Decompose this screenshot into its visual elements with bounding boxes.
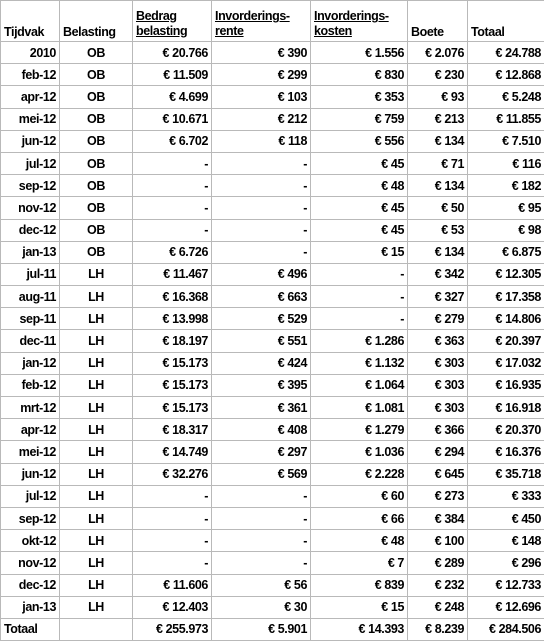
cell-boete: € 100 [408, 530, 468, 552]
cell-tijdvak: jul-12 [1, 485, 60, 507]
cell-kosten: € 759 [311, 108, 408, 130]
cell-boete: € 363 [408, 330, 468, 352]
cell-totaal: € 296 [468, 552, 544, 574]
cell-bedrag: - [133, 152, 212, 174]
table-row [1, 64, 544, 86]
cell-kosten: - [311, 308, 408, 330]
cell-rente: € 56 [212, 574, 311, 596]
cell-tijdvak: aug-11 [1, 286, 60, 308]
totals-row [1, 618, 544, 640]
header-totaal: Totaal [468, 1, 544, 42]
cell-boete: € 303 [408, 397, 468, 419]
cell-tijdvak: dec-12 [1, 219, 60, 241]
cell-rente: - [212, 507, 311, 529]
cell-kosten: € 66 [311, 507, 408, 529]
header-bedrag-line2: belasting [136, 24, 208, 39]
header-belasting: Belasting [60, 1, 133, 42]
cell-totaal: € 20.397 [468, 330, 544, 352]
cell-boete: € 134 [408, 241, 468, 263]
cell-rente: € 103 [212, 86, 311, 108]
cell-boete: € 93 [408, 86, 468, 108]
cell-belasting: LH [60, 463, 133, 485]
cell-rente: - [212, 485, 311, 507]
cell-kosten: € 2.228 [311, 463, 408, 485]
cell-rente: € 212 [212, 108, 311, 130]
cell-boete: € 366 [408, 419, 468, 441]
cell-tijdvak: 2010 [1, 42, 60, 64]
header-rente-line2: rente [215, 24, 307, 39]
cell-totaal: € 20.370 [468, 419, 544, 441]
cell-bedrag: - [133, 485, 212, 507]
cell-totaal: € 98 [468, 219, 544, 241]
cell-rente: € 361 [212, 397, 311, 419]
cell-tijdvak: jul-11 [1, 263, 60, 285]
cell-tijdvak: apr-12 [1, 419, 60, 441]
cell-belasting: OB [60, 241, 133, 263]
table-row [1, 152, 544, 174]
cell-kosten: € 1.132 [311, 352, 408, 374]
cell-tijdvak: jan-13 [1, 596, 60, 618]
totals-bedrag: € 255.973 [133, 618, 212, 640]
header-row [1, 1, 544, 42]
cell-boete: € 50 [408, 197, 468, 219]
cell-bedrag: € 15.173 [133, 352, 212, 374]
cell-belasting: LH [60, 485, 133, 507]
cell-belasting: LH [60, 352, 133, 374]
header-boete: Boete [408, 1, 468, 42]
cell-totaal: € 12.868 [468, 64, 544, 86]
cell-kosten: € 1.036 [311, 441, 408, 463]
cell-kosten: € 1.081 [311, 397, 408, 419]
cell-tijdvak: feb-12 [1, 64, 60, 86]
cell-tijdvak: sep-11 [1, 308, 60, 330]
cell-rente: € 663 [212, 286, 311, 308]
cell-tijdvak: nov-12 [1, 197, 60, 219]
cell-tijdvak: jul-12 [1, 152, 60, 174]
cell-boete: € 273 [408, 485, 468, 507]
cell-bedrag: € 6.726 [133, 241, 212, 263]
cell-tijdvak: mei-12 [1, 108, 60, 130]
table-row [1, 263, 544, 285]
totals-belasting-cell [60, 618, 133, 640]
cell-tijdvak: okt-12 [1, 530, 60, 552]
table-row [1, 308, 544, 330]
table-row [1, 463, 544, 485]
table-row [1, 352, 544, 374]
cell-rente: € 390 [212, 42, 311, 64]
table-row [1, 197, 544, 219]
cell-bedrag: € 15.173 [133, 397, 212, 419]
cell-tijdvak: sep-12 [1, 507, 60, 529]
cell-bedrag: € 11.467 [133, 263, 212, 285]
cell-kosten: € 1.286 [311, 330, 408, 352]
cell-bedrag: - [133, 197, 212, 219]
cell-rente: € 299 [212, 64, 311, 86]
cell-bedrag: - [133, 219, 212, 241]
cell-totaal: € 17.358 [468, 286, 544, 308]
cell-tijdvak: sep-12 [1, 175, 60, 197]
cell-rente: - [212, 152, 311, 174]
cell-rente: - [212, 530, 311, 552]
header-bedrag-belasting [133, 1, 212, 42]
cell-rente: - [212, 197, 311, 219]
cell-totaal: € 12.696 [468, 596, 544, 618]
header-rente-line1: Invorderings- [215, 9, 307, 24]
cell-boete: € 303 [408, 374, 468, 396]
header-tijdvak: Tijdvak [1, 1, 60, 42]
totals-label: Totaal [1, 618, 60, 640]
cell-tijdvak: jan-13 [1, 241, 60, 263]
cell-rente: € 297 [212, 441, 311, 463]
table-body [1, 42, 544, 619]
cell-boete: € 289 [408, 552, 468, 574]
cell-bedrag: € 13.998 [133, 308, 212, 330]
table-row [1, 419, 544, 441]
cell-bedrag: € 32.276 [133, 463, 212, 485]
cell-totaal: € 5.248 [468, 86, 544, 108]
cell-boete: € 279 [408, 308, 468, 330]
cell-bedrag: € 10.671 [133, 108, 212, 130]
cell-tijdvak: mei-12 [1, 441, 60, 463]
cell-boete: € 294 [408, 441, 468, 463]
cell-bedrag: € 18.317 [133, 419, 212, 441]
cell-rente: € 424 [212, 352, 311, 374]
cell-tijdvak: dec-12 [1, 574, 60, 596]
cell-bedrag: € 6.702 [133, 130, 212, 152]
cell-totaal: € 333 [468, 485, 544, 507]
cell-belasting: LH [60, 596, 133, 618]
header-kosten-line1: Invorderings- [314, 9, 404, 24]
cell-boete: € 213 [408, 108, 468, 130]
cell-belasting: LH [60, 374, 133, 396]
cell-belasting: LH [60, 507, 133, 529]
cell-totaal: € 450 [468, 507, 544, 529]
cell-kosten: € 556 [311, 130, 408, 152]
cell-bedrag: - [133, 552, 212, 574]
cell-totaal: € 6.875 [468, 241, 544, 263]
cell-bedrag: € 15.173 [133, 374, 212, 396]
cell-tijdvak: feb-12 [1, 374, 60, 396]
cell-rente: € 30 [212, 596, 311, 618]
totals-kosten: € 14.393 [311, 618, 408, 640]
cell-bedrag: € 12.403 [133, 596, 212, 618]
cell-kosten: € 48 [311, 175, 408, 197]
cell-rente: € 496 [212, 263, 311, 285]
cell-boete: € 71 [408, 152, 468, 174]
cell-belasting: OB [60, 130, 133, 152]
cell-kosten: € 1.556 [311, 42, 408, 64]
cell-belasting: LH [60, 308, 133, 330]
cell-totaal: € 24.788 [468, 42, 544, 64]
cell-boete: € 2.076 [408, 42, 468, 64]
cell-totaal: € 16.918 [468, 397, 544, 419]
cell-bedrag: € 11.509 [133, 64, 212, 86]
cell-bedrag: - [133, 507, 212, 529]
table-row [1, 86, 544, 108]
cell-rente: € 551 [212, 330, 311, 352]
cell-bedrag: - [133, 175, 212, 197]
cell-totaal: € 116 [468, 152, 544, 174]
cell-rente: - [212, 175, 311, 197]
header-invorderingskosten [311, 1, 408, 42]
cell-boete: € 384 [408, 507, 468, 529]
cell-tijdvak: jun-12 [1, 130, 60, 152]
cell-rente: € 529 [212, 308, 311, 330]
cell-kosten: € 45 [311, 219, 408, 241]
cell-kosten: - [311, 263, 408, 285]
cell-tijdvak: dec-11 [1, 330, 60, 352]
cell-kosten: € 7 [311, 552, 408, 574]
table-row [1, 374, 544, 396]
totals-rente: € 5.901 [212, 618, 311, 640]
cell-bedrag: € 4.699 [133, 86, 212, 108]
cell-totaal: € 11.855 [468, 108, 544, 130]
cell-kosten: € 15 [311, 241, 408, 263]
cell-boete: € 134 [408, 130, 468, 152]
cell-tijdvak: nov-12 [1, 552, 60, 574]
cell-totaal: € 95 [468, 197, 544, 219]
cell-tijdvak: jun-12 [1, 463, 60, 485]
cell-belasting: LH [60, 397, 133, 419]
cell-belasting: LH [60, 419, 133, 441]
table-row [1, 219, 544, 241]
table-row [1, 441, 544, 463]
cell-tijdvak: apr-12 [1, 86, 60, 108]
cell-rente: - [212, 552, 311, 574]
cell-belasting: LH [60, 574, 133, 596]
cell-belasting: LH [60, 263, 133, 285]
table-row [1, 397, 544, 419]
cell-totaal: € 35.718 [468, 463, 544, 485]
cell-bedrag: € 20.766 [133, 42, 212, 64]
cell-belasting: OB [60, 108, 133, 130]
cell-boete: € 232 [408, 574, 468, 596]
cell-totaal: € 14.806 [468, 308, 544, 330]
cell-rente: € 395 [212, 374, 311, 396]
table-row [1, 286, 544, 308]
cell-kosten: € 45 [311, 152, 408, 174]
table-row [1, 485, 544, 507]
cell-bedrag: € 16.368 [133, 286, 212, 308]
cell-kosten: € 830 [311, 64, 408, 86]
cell-belasting: LH [60, 441, 133, 463]
cell-boete: € 645 [408, 463, 468, 485]
cell-belasting: OB [60, 42, 133, 64]
table-row [1, 530, 544, 552]
cell-totaal: € 182 [468, 175, 544, 197]
table-row [1, 130, 544, 152]
cell-belasting: LH [60, 330, 133, 352]
cell-rente: € 569 [212, 463, 311, 485]
cell-kosten: € 45 [311, 197, 408, 219]
table-row [1, 330, 544, 352]
table-row [1, 241, 544, 263]
cell-totaal: € 16.376 [468, 441, 544, 463]
cell-belasting: LH [60, 286, 133, 308]
totals-totaal: € 284.506 [468, 618, 544, 640]
cell-totaal: € 12.305 [468, 263, 544, 285]
cell-belasting: OB [60, 197, 133, 219]
cell-rente: - [212, 219, 311, 241]
cell-kosten: € 60 [311, 485, 408, 507]
totals-boete: € 8.239 [408, 618, 468, 640]
header-invorderingsrente [212, 1, 311, 42]
cell-belasting: OB [60, 86, 133, 108]
cell-boete: € 53 [408, 219, 468, 241]
cell-kosten: € 15 [311, 596, 408, 618]
cell-bedrag: € 11.606 [133, 574, 212, 596]
table-row [1, 552, 544, 574]
table-row [1, 507, 544, 529]
cell-belasting: OB [60, 64, 133, 86]
cell-kosten: € 353 [311, 86, 408, 108]
cell-boete: € 230 [408, 64, 468, 86]
cell-kosten: € 48 [311, 530, 408, 552]
cell-kosten: - [311, 286, 408, 308]
cell-boete: € 342 [408, 263, 468, 285]
cell-totaal: € 17.032 [468, 352, 544, 374]
cell-kosten: € 1.279 [311, 419, 408, 441]
table-row [1, 108, 544, 130]
cell-rente: € 408 [212, 419, 311, 441]
cell-bedrag: € 18.197 [133, 330, 212, 352]
cell-bedrag: - [133, 530, 212, 552]
cell-belasting: LH [60, 552, 133, 574]
cell-kosten: € 839 [311, 574, 408, 596]
cell-belasting: OB [60, 175, 133, 197]
cell-totaal: € 148 [468, 530, 544, 552]
table-row [1, 574, 544, 596]
cell-tijdvak: jan-12 [1, 352, 60, 374]
cell-bedrag: € 14.749 [133, 441, 212, 463]
cell-totaal: € 16.935 [468, 374, 544, 396]
cell-boete: € 303 [408, 352, 468, 374]
cell-totaal: € 7.510 [468, 130, 544, 152]
cell-totaal: € 12.733 [468, 574, 544, 596]
cell-boete: € 248 [408, 596, 468, 618]
cell-kosten: € 1.064 [311, 374, 408, 396]
cell-boete: € 134 [408, 175, 468, 197]
cell-rente: - [212, 241, 311, 263]
cell-tijdvak: mrt-12 [1, 397, 60, 419]
cell-boete: € 327 [408, 286, 468, 308]
cell-belasting: OB [60, 152, 133, 174]
table-row [1, 175, 544, 197]
header-kosten-line2: kosten [314, 24, 404, 39]
table-row [1, 42, 544, 64]
cell-belasting: LH [60, 530, 133, 552]
cell-rente: € 118 [212, 130, 311, 152]
cell-belasting: OB [60, 219, 133, 241]
header-bedrag-line1: Bedrag [136, 9, 208, 24]
